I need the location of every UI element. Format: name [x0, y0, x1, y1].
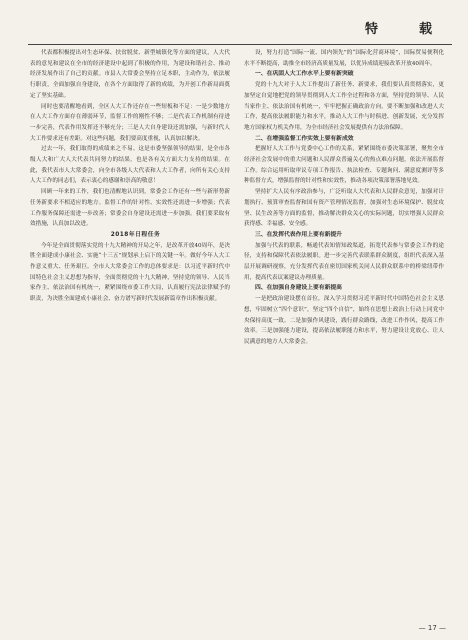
body-paragraph: 过去一年，我们取得的成绩来之不易。这是市委坚强领导的结果，是全市各级人大和广大人大代表共同努力的结果，也是各有关方面大力支持的结果。在此，我代表市人大常委会，向全市各级人大代表和人大工作者，向所有关心支持人大工作的同志们，表示衷心的感谢和崇高的敬意！ — [30, 146, 230, 185]
section-heading-3: 三、在发挥代表作用上要有新提升 — [255, 231, 342, 238]
body-paragraph: 坚持扩大人民有序政治参与，广泛听取人大代表和人民群众意见，加强对计划执行、预算审查监督和国有资产管理情况监督，加强对生态环境保护、脱贫攻坚、民生改善等方面的监督，推动解决群众关心的实际问题，切实增强人民群众获得感、幸福感、安全感。 — [244, 189, 444, 228]
body-paragraph: 今年是全面贯彻落实党的十九大精神的开局之年，是改革开放40周年，是决胜全面建成小康社会、实施“十三五”规划承上启下的关键一年。做好今年人大工作意义重大、任务艰巨。全市人大常委会工作的总体要求是：以习近平新时代中国特色社会主义思想为指导，全面贯彻党的十九大精神，坚持党的领导、人民当家作主、依法治国有机统一，紧紧围绕市委工作大局，认真履行宪法法律赋予的职责，为决胜全面建成小康社会、奋力谱写新时代发展新篇章作出积极贡献。 — [30, 242, 230, 303]
body-paragraph: 加强与代表的联系，畅通代表知情知政渠道，拓宽代表参与常委会工作的途径，支持和保障代表依法履职。进一步完善代表联系群众制度，组织代表深入基层开展调研视察，充分发挥代表在密切国家机关同人民群众联系中的桥梁纽带作用，提高代表议案建议办理质量。 — [244, 242, 444, 281]
section-header-title: 特 载 — [364, 22, 446, 37]
section-heading-4: 四、在加强自身建设上要有新提高 — [255, 285, 342, 292]
header-divider — [28, 44, 452, 45]
body-paragraph: 把握好人大工作与党委中心工作的关系，紧紧围绕市委决策部署，聚焦全市经济社会发展中的重大问题和人民群众普遍关心的热点难点问题，依法开展监督工作。综合运用听取审议专项工作报告、执法检查、专题询问、满意度测评等多种监督方式，增强监督的针对性和实效性，推动各项决策部署落地见效。 — [244, 146, 444, 185]
body-paragraph: 党的十九大对于人大工作提出了新任务、新要求，我们要认真贯彻落实，更加坚定自觉地把党的领导贯彻到人大工作全过程和各方面，坚持党的领导、人民当家作主、依法治国有机统一，牢牢把握正确政治方向。要不断加强和改进人大工作，提高依法履职能力和水平，推动人大工作与时俱进、创新发展，充分发挥地方国家权力机关作用，为全市经济社会发展提供有力法治保障。 — [244, 82, 444, 131]
right-column — [244, 48, 444, 630]
page-number: — 17 — — [418, 624, 446, 632]
left-column — [30, 48, 230, 630]
section-heading-1: 一、在巩固人大工作水平上要有新突破 — [255, 71, 354, 78]
body-paragraph: 设，努力打造“国际一流、国内领先”的“国际化营商环境”，国际贸易便利化水平不断提高，助推全市经济高质量发展，以优异成绩迎接改革开放40周年。 — [244, 50, 444, 67]
year-plan-heading: 2018年日程任务 — [110, 231, 161, 238]
body-paragraph: 一是把政治建设摆在首位，深入学习贯彻习近平新时代中国特色社会主义思想，牢固树立“四个意识”，坚定“四个自信”，始终在思想上政治上行动上同党中央保持高度一致。二是加强作风建设，践行群众路线，改进工作作风，提高工作效率。三是加强能力建设，提高依法履职能力和水平，努力建设让党放心、让人民满意的地方人大常委会。 — [244, 296, 444, 345]
section-heading-2: 二、在增强监督工作实效上要有新成效 — [255, 135, 354, 142]
body-paragraph: 同时也要清醒地看到，全区人大工作还存在一些短板和不足：一是少数地方在人大工作方面存在薄弱环节，监督工作的刚性不够；二是代表工作机制有待进一步完善，代表作用发挥还不够充分；三是人大自身建设还需加强，与新时代人大工作要求还有差距。对这些问题，我们要高度重视，认真加以解决。 — [30, 103, 230, 142]
body-paragraph: 回顾一年来的工作，我们也清醒地认识到，常委会工作还有一些与新形势新任务新要求不相适应的地方。监督工作的针对性、实效性还需进一步增强；代表工作服务保障还需进一步改善；常委会自身建设还需进一步加强。我们要采取有效措施，认真加以改进。 — [30, 189, 230, 228]
body-paragraph: 代表都积极提出对生态环保、扶贫脱贫、新型城镇化等方面的建议，人大代表的意见和建议在全市的经济建设中起到了积极的作用，为建设和谐社会、推动经济发展作出了自己的贡献。市县人大常委会坚持立足本职，主动作为，依法履行职责，全面加强自身建设，在各个方面取得了新的成绩，为开创工作新局面奠定了坚实基础。 — [30, 50, 230, 99]
